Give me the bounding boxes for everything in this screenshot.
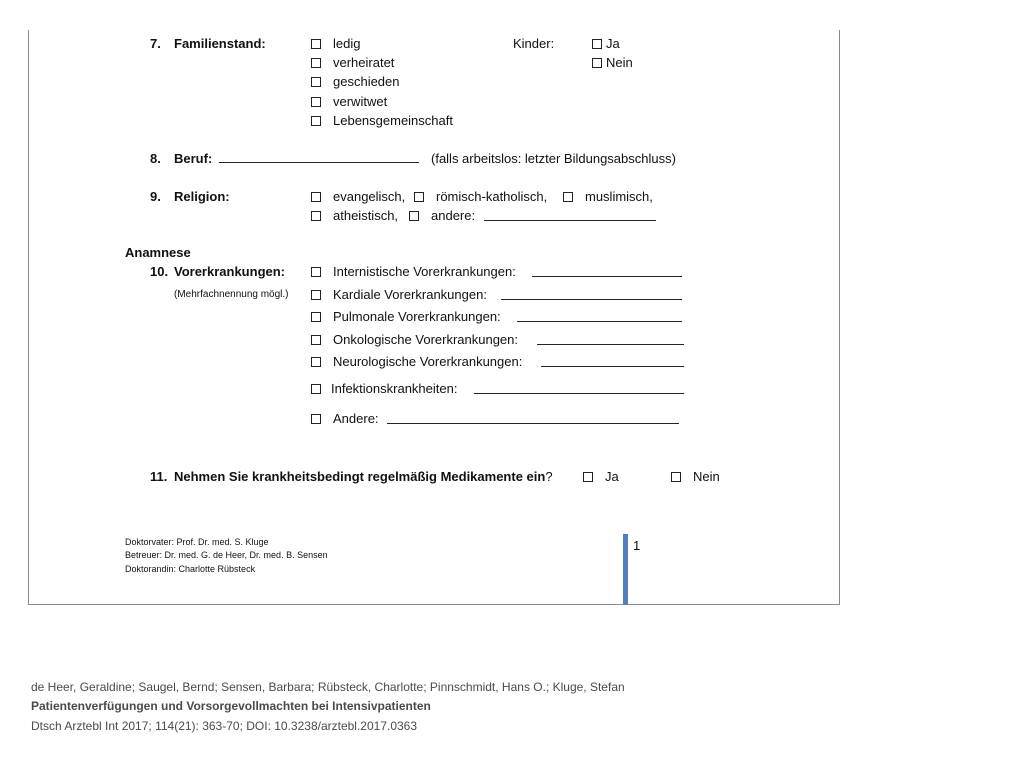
onkologisch-field[interactable] [537, 333, 684, 345]
section-heading-anamnese: Anamnese [125, 245, 191, 260]
pulmonal-field[interactable] [517, 310, 682, 322]
citation-authors: de Heer, Geraldine; Saugel, Bernd; Sensen, Barbara; Rübsteck, Charlotte; Pinnschmidt, Hans O.; Kluge, Stefan [31, 680, 625, 694]
checkbox-icon[interactable] [311, 290, 321, 300]
internistisch-field[interactable] [532, 265, 682, 277]
checkbox-icon[interactable] [311, 192, 321, 202]
checkbox-onkologisch[interactable]: Onkologische Vorerkrankungen: [311, 332, 518, 347]
q9-number: 9. [150, 189, 161, 204]
checkbox-icon[interactable] [592, 39, 602, 49]
q8-note: (falls arbeitslos: letzter Bildungsabschluss) [431, 151, 676, 166]
checkbox-icon[interactable] [311, 97, 321, 107]
q8-number: 8. [150, 151, 161, 166]
footer-doktorandin: Doktorandin: Charlotte Rübsteck [125, 564, 256, 574]
neurologisch-field[interactable] [541, 355, 684, 367]
checkbox-icon[interactable] [311, 414, 321, 424]
children-label: Kinder: [513, 36, 555, 51]
checkbox-andere-religion[interactable]: andere: [409, 208, 475, 223]
page-number-divider [623, 534, 628, 605]
checkbox-evangelisch[interactable]: evangelisch, [311, 189, 405, 204]
checkbox-geschieden[interactable]: geschieden [311, 74, 400, 89]
form-page [28, 30, 840, 605]
kardial-field[interactable] [501, 288, 682, 300]
footer-doktorvater: Doktorvater: Prof. Dr. med. S. Kluge [125, 537, 269, 547]
checkbox-icon[interactable] [311, 58, 321, 68]
checkbox-neurologisch[interactable]: Neurologische Vorerkrankungen: [311, 354, 522, 369]
checkbox-icon[interactable] [583, 472, 593, 482]
checkbox-kardial[interactable]: Kardiale Vorerkrankungen: [311, 287, 487, 302]
checkbox-andere-vorerkrankung[interactable]: Andere: [311, 411, 379, 426]
checkbox-icon[interactable] [311, 357, 321, 367]
occupation-field[interactable] [219, 151, 419, 163]
checkbox-icon[interactable] [311, 211, 321, 221]
q10-label: Vorerkrankungen: [174, 264, 286, 279]
footer-betreuer: Betreuer: Dr. med. G. de Heer, Dr. med. B. Sensen [125, 550, 328, 560]
checkbox-icon[interactable] [671, 472, 681, 482]
checkbox-children-no[interactable]: Nein [592, 55, 633, 70]
citation-journal: Dtsch Arztebl Int 2017; 114(21): 363-70; DOI: 10.3238/arztebl.2017.0363 [31, 719, 418, 733]
checkbox-medikamente-nein[interactable]: Nein [671, 469, 720, 484]
checkbox-icon[interactable] [311, 312, 321, 322]
checkbox-infektionskrankheiten[interactable]: Infektionskrankheiten: [311, 381, 457, 396]
q7-label: Familienstand: [174, 36, 266, 51]
andere-vorerkrankung-field[interactable] [387, 412, 679, 424]
citation-title: Patientenverfügungen und Vorsorgevollmachten bei Intensivpatienten [31, 699, 431, 713]
checkbox-medikamente-ja[interactable]: Ja [583, 469, 619, 484]
q9-label: Religion: [174, 189, 230, 204]
q10-subnote: (Mehrfachnennung mögl.) [174, 289, 289, 300]
checkbox-icon[interactable] [414, 192, 424, 202]
checkbox-icon[interactable] [311, 335, 321, 345]
checkbox-icon[interactable] [311, 267, 321, 277]
checkbox-icon[interactable] [311, 384, 321, 394]
page-number: 1 [633, 538, 641, 553]
checkbox-children-yes[interactable]: Ja [592, 36, 620, 51]
q11-number: 11. [150, 469, 168, 484]
q8-label: Beruf: [174, 151, 213, 166]
checkbox-roemisch-katholisch[interactable]: römisch-katholisch, [414, 189, 547, 204]
checkbox-icon[interactable] [409, 211, 419, 221]
checkbox-icon[interactable] [311, 77, 321, 87]
q7-number: 7. [150, 36, 161, 51]
q10-number: 10. [150, 264, 169, 279]
checkbox-icon[interactable] [311, 39, 321, 49]
infektionskrankheiten-field[interactable] [474, 382, 684, 394]
q11-question: Nehmen Sie krankheitsbedingt regelmäßig Medikamente ein? [174, 469, 553, 484]
checkbox-lebensgemeinschaft[interactable]: Lebensgemeinschaft [311, 113, 453, 128]
checkbox-internistisch[interactable]: Internistische Vorerkrankungen: [311, 264, 516, 279]
checkbox-icon[interactable] [311, 116, 321, 126]
religion-other-field[interactable] [484, 209, 656, 221]
checkbox-pulmonal[interactable]: Pulmonale Vorerkrankungen: [311, 309, 501, 324]
checkbox-icon[interactable] [563, 192, 573, 202]
checkbox-verheiratet[interactable]: verheiratet [311, 55, 394, 70]
checkbox-atheistisch[interactable]: atheistisch, [311, 208, 398, 223]
checkbox-verwitwet[interactable]: verwitwet [311, 94, 387, 109]
checkbox-muslimisch[interactable]: muslimisch, [563, 189, 653, 204]
checkbox-icon[interactable] [592, 58, 602, 68]
checkbox-ledig[interactable]: ledig [311, 36, 360, 51]
